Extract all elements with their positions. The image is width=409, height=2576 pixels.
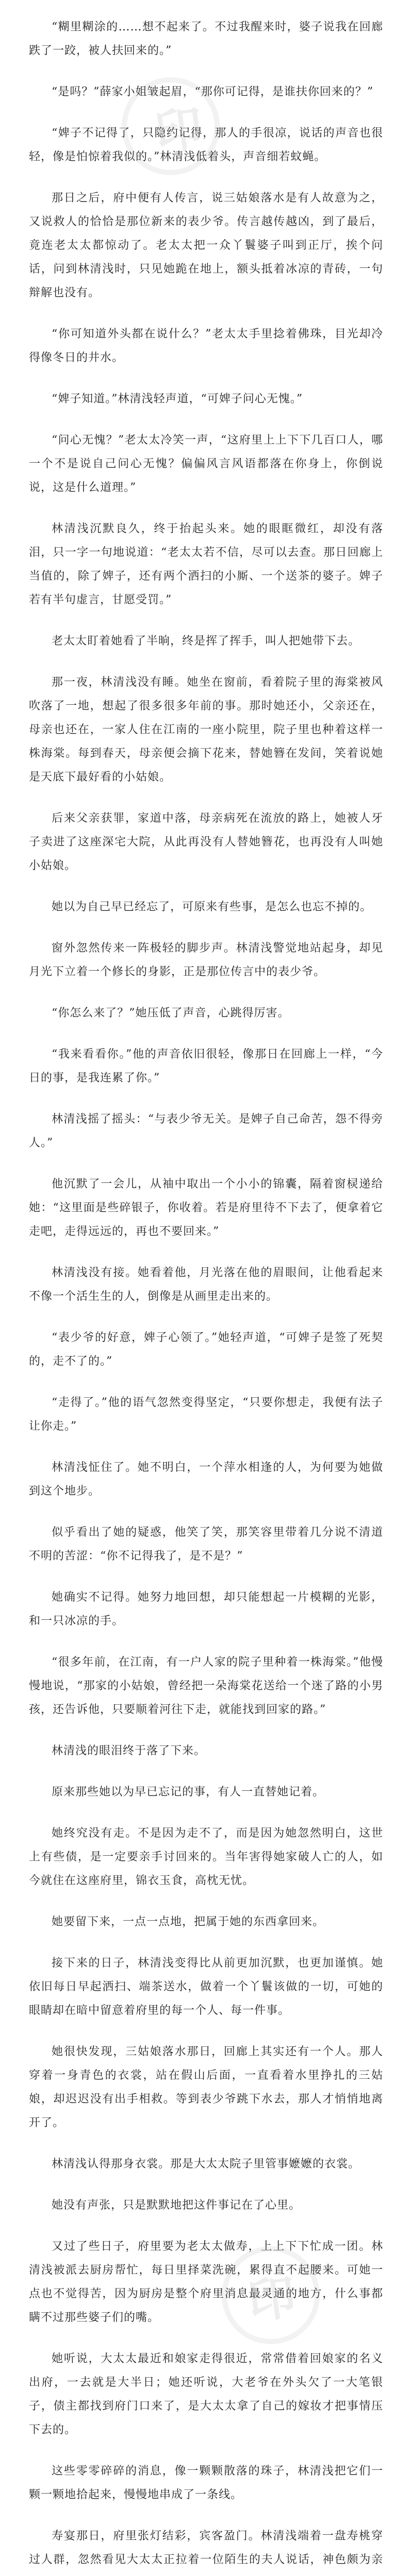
paragraph: 窗外忽然传来一阵极轻的脚步声。林清浅警觉地站起身，却见月光下立着一个修长的身影，正是那位传言中的表少爷。 — [29, 942, 383, 978]
watermark: 印 — [152, 100, 207, 161]
paragraph: “是吗？”薛家小姐皱起眉，“那你可记得，是谁扶你回来的？” — [52, 86, 373, 98]
paragraph: 林清浅沉默良久，终于抬起头来。她的眼眶微红，却没有落泪，只一字一句地说道：“老太太若不信，尽可以去查。那日回廊上当值的，除了婢子，还有两个洒扫的小厮、一个送茶的婆子。婢子若有半句虚言，甘愿受罚。” — [29, 522, 383, 606]
paragraph: 她确实不记得。她努力地回想，却只能想起一片模糊的光影，和一只冰凉的手。 — [29, 1591, 383, 1628]
paragraph: 似乎看出了她的疑惑，他笑了笑，那笑容里带着几分说不清道不明的苦涩：“你不记得我了，是不是？” — [29, 1526, 383, 1563]
paragraph: 她以为自己早已经忘了，可原来有些事，是怎么也忘不掉的。 — [52, 901, 372, 913]
paragraph: “很多年前，在江南，有一户人家的院子里种着一株海棠。”他慢慢地说，“那家的小姑娘，曾经把一朵海棠花送给一个迷了路的小男孩，还告诉他，只要顺着河往下走，就能找到回家的路。” — [29, 1656, 383, 1716]
paragraph: “你怎么来了？”她压低了声音，心跳得厉害。 — [52, 1007, 290, 1020]
paragraph: 这些零零碎碎的消息，像一颗颗散落的珠子，林清浅把它们一颗一颗地拾起来，慢慢地串成了一条线。 — [29, 2465, 383, 2501]
paragraph: 她没有声张，只是默默地把这件事记在了心里。 — [52, 2199, 301, 2212]
paragraph: 那日之后，府中便有人传言，说三姑娘落水是有人故意为之，又说救人的恰恰是那位新来的表少爷。传言越传越凶，到了最后，竟连老太太都惊动了。老太太把一众丫鬟婆子叫到正厅，挨个问话，问到林清浅时，只见她跪在地上，额头抵着冰凉的青砖，一句辩解也没有。 — [29, 192, 383, 299]
paragraph: 原来那些她以为早已忘记的事，有人一直替她记着。 — [52, 1786, 325, 1799]
paragraph: “问心无愧？”老太太冷笑一声，“这府里上上下下几百口人，哪一个不是说自己问心无愧？偏偏风言风语都落在你身上，你倒说说，这是什么道理。” — [29, 434, 383, 494]
paragraph: 她听说，大太太最近和娘家走得很近，常常借着回娘家的名义出府，一去就是大半日；她还听说，大老爷在外头欠了一大笔银子，债主都找到府门口来了，是大太太拿了自己的嫁妆才把事情压下去的。 — [29, 2352, 383, 2436]
paragraph: 林清浅认得那身衣裳。那是大太太院子里管事嬷嬷的衣裳。 — [52, 2158, 361, 2171]
paragraph: “表少爷的好意，婢子心领了。”她轻声道，“可婢子是签了死契的，走不了的。” — [29, 1331, 383, 1368]
paragraph: 林清浅摇了摇头：“与表少爷无关。是婢子自己命苦，怨不得旁人。” — [29, 1113, 383, 1149]
paragraph: 她要留下来，一点一点地，把属于她的东西拿回来。 — [52, 1916, 325, 1928]
paragraph: “走得了。”他的语气忽然变得坚定，“只要你想走，我便有法子让你走。” — [29, 1396, 383, 1433]
paragraph: 后来父亲获罪，家道中落，母亲病死在流放的路上，她被人牙子卖进了这座深宅大院，从此再没有人替她簪花，也再没有人叫她小姑娘。 — [29, 812, 383, 872]
paragraph: “婢子不记得了，只隐约记得，那人的手很凉，说话的声音也很轻，像是怕惊着我似的。”林清浅低着头，声音细若蚊蝇。 — [29, 127, 383, 163]
paragraph: “糊里糊涂的……想不起来了。不过我醒来时，婆子说我在回廊跌了一跤，被人扶回来的。” — [29, 21, 383, 57]
paragraph: “你可知道外头都在说什么？”老太太手里捻着佛珠，目光却冷得像冬日的井水。 — [29, 328, 383, 364]
watermark: 印 — [244, 2269, 300, 2330]
paragraph: 那一夜，林清浅没有睡。她坐在窗前，看着院子里的海棠被风吹落了一地，想起了很多很多年前的事。那时她还小，父亲还在，母亲也还在，一家人住在江南的一座小院里，院子里也种着这样一株海棠。每到春天，母亲便会摘下花来，替她簪在发间，笑着说她是天底下最好看的小姑娘。 — [29, 676, 383, 784]
paragraph: 林清浅没有接。她看着他，月光落在他的眉眼间，让他看起来不像一个活生生的人，倒像是从画里走出来的。 — [29, 1266, 383, 1303]
paragraph: 老太太盯着她看了半晌，终是挥了挥手，叫人把她带下去。 — [52, 635, 361, 648]
paragraph: “婢子知道。”林清浅轻声道，“可婢子问心无愧。” — [52, 393, 303, 405]
paragraph: 他沉默了一会儿，从袖中取出一个小小的锦囊，隔着窗棂递给她：“这里面是些碎银子，你收着。若是府里待不下去了，便拿着它走吧，走得远远的，再也不要回来。” — [29, 1178, 383, 1238]
paragraph: 林清浅的眼泪终于落了下来。 — [52, 1744, 206, 1757]
paragraph: “我来看看你。”他的声音依旧很轻，像那日在回廊上一样，“今日的事，是我连累了你。” — [29, 1048, 383, 1084]
paragraph: 接下来的日子，林清浅变得比从前更加沉默，也更加谨慎。她依旧每日早起洒扫、端茶送水，做着一个丫鬟该做的一切，可她的眼睛却在暗中留意着府里的每一个人、每一件事。 — [29, 1957, 383, 2017]
paragraph: 又过了些日子，府里要为老太太做寿，上上下下忙成一团。林清浅被派去厨房帮忙，每日里择菜洗碗，累得直不起腰来。可她一点也不觉得苦，因为厨房是整个府里消息最灵通的地方，什么事都瞒不过那些婆子们的嘴。 — [29, 2240, 383, 2324]
paragraph: 她很快发现，三姑娘落水那日，回廊上其实还有一个人。那人穿着一身青色的衣裳，站在假山后面，一直看着水里挣扎的三姑娘，却迟迟没有出手相救。等到表少爷跳下水去，那人才悄悄地离开了。 — [29, 2045, 383, 2129]
paragraph: 林清浅怔住了。她不明白，一个萍水相逢的人，为何要为她做到这个地步。 — [29, 1461, 383, 1498]
paragraph: 寿宴那日，府里张灯结彩，宾客盈门。林清浅端着一盘寿桃穿过人群，忽然看见大太太正拉着一位陌生的夫人说话，神色颇为亲 — [29, 2530, 383, 2566]
paragraph: 她终究没有走。不是因为走不了，而是因为她忽然明白，这世上有些债，是一定要亲手讨回来的。当年害得她家破人亡的人，如今就住在这座府里，锦衣玉食，高枕无忧。 — [29, 1827, 383, 1887]
